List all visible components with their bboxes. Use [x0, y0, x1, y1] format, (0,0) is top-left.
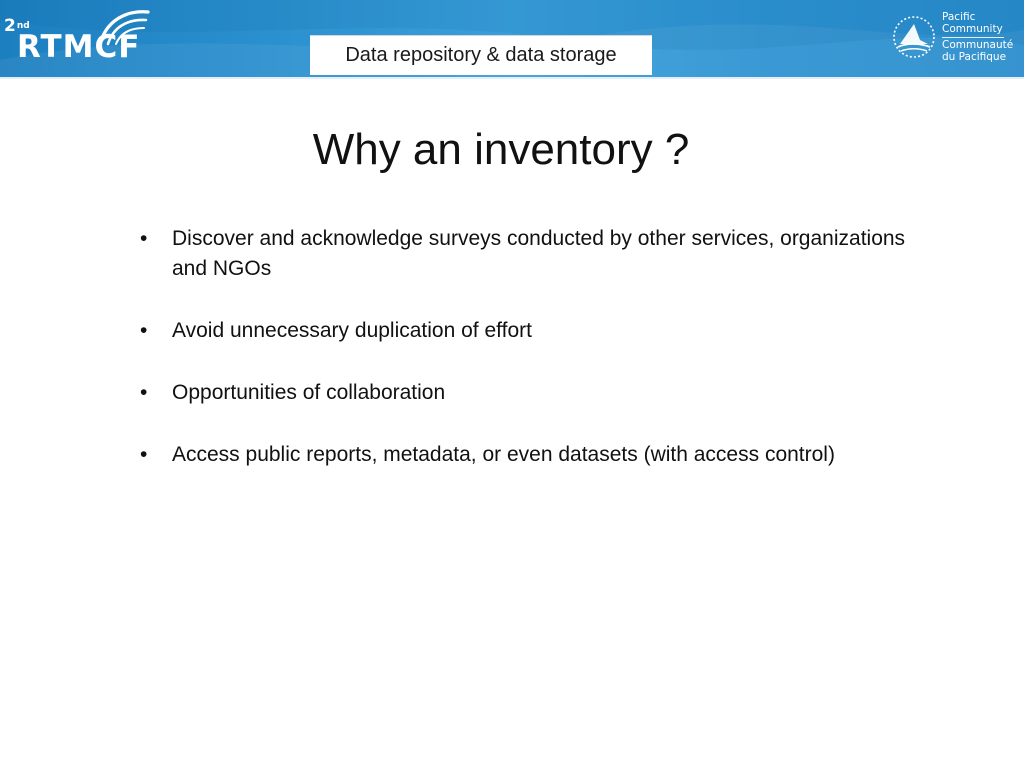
org-name-en-line1: Pacific	[942, 11, 976, 23]
bullet-text: Avoid unnecessary duplication of effort	[172, 319, 532, 342]
logo-ordinal: 2nd	[4, 16, 30, 36]
org-name-fr-line1: Communauté	[942, 39, 1014, 51]
bullet-item	[138, 224, 938, 284]
bullet-text: Access public reports, metadata, or even datasets (with access control)	[172, 443, 835, 466]
banner-divider	[0, 77, 1024, 79]
bullet-icon: •	[140, 443, 148, 466]
org-names	[942, 12, 1013, 63]
header-banner	[0, 0, 1024, 77]
bullet-text: Discover and acknowledge surveys conducted by other services, organizations and NGOs	[172, 227, 906, 280]
bullet-item	[138, 316, 938, 346]
section-tab-label: Data repository & data storage	[345, 44, 617, 66]
bullet-icon: •	[140, 381, 148, 404]
pacific-community-logo[interactable]	[890, 10, 1020, 70]
bullet-icon: •	[140, 227, 148, 250]
wave-arcs-icon	[94, 4, 154, 48]
slide-title: Why an inventory ?	[312, 125, 690, 174]
org-name-en-line2: Community	[942, 22, 1003, 35]
section-tab	[310, 35, 652, 75]
bullet-item	[138, 378, 938, 408]
org-name-divider	[942, 37, 1004, 38]
bullet-text: Opportunities of collaboration	[172, 381, 446, 404]
bullet-icon: •	[140, 319, 148, 342]
pacific-community-emblem-icon	[890, 10, 940, 65]
org-name-fr-line2: du Pacifique	[942, 50, 1007, 63]
bullet-list	[138, 224, 938, 502]
logo-acronym: RTMCF	[17, 29, 141, 65]
bullet-item	[138, 440, 938, 470]
rtmcf-logo[interactable]	[0, 4, 160, 74]
